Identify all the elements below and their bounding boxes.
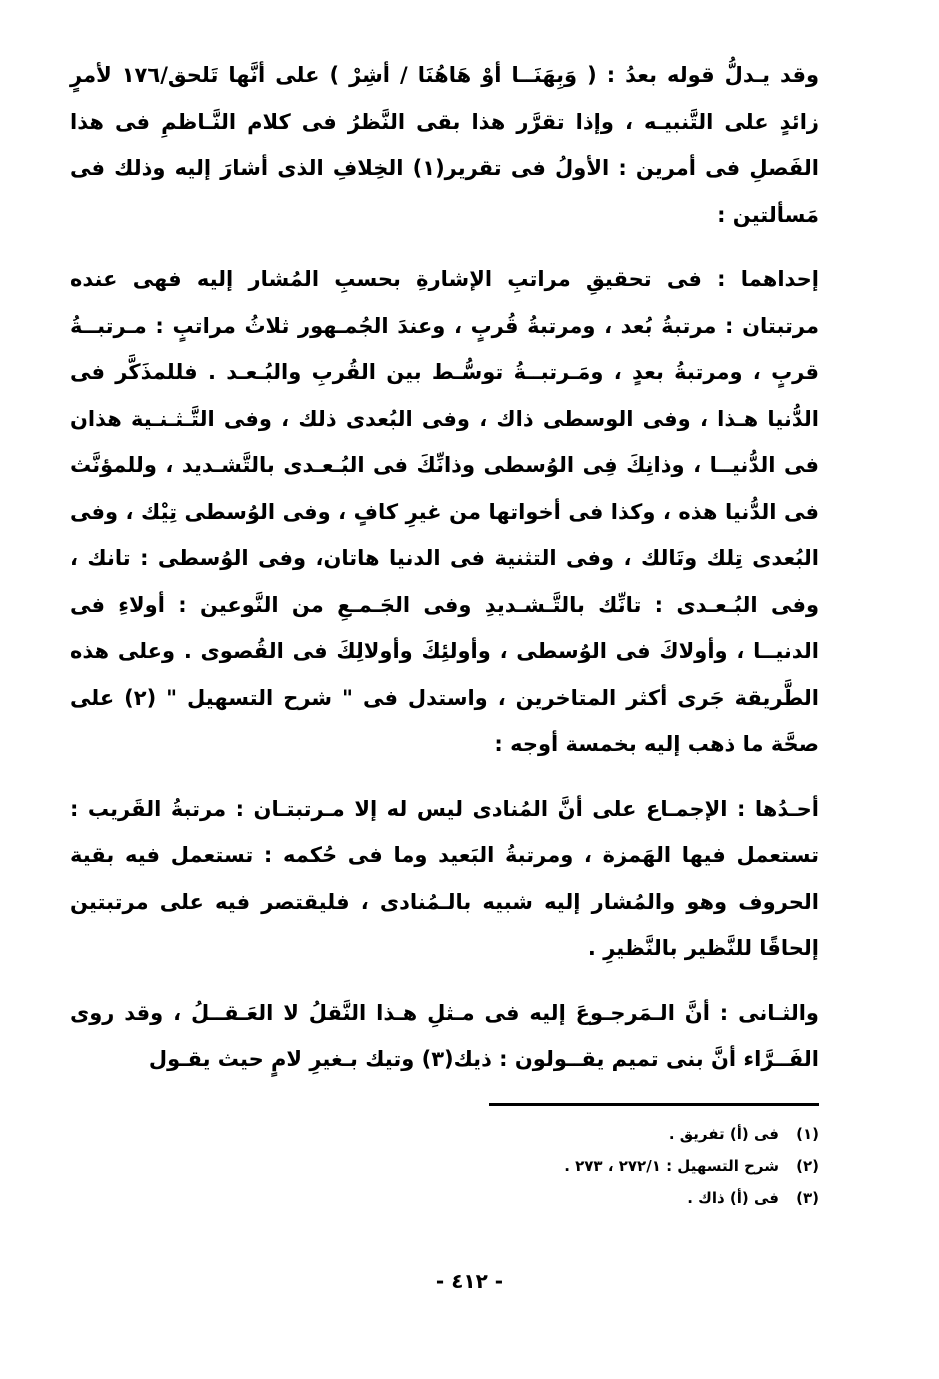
footnote-item [399,1150,819,1182]
footnote-item [399,1118,819,1150]
paragraph-gap [70,768,819,786]
paragraph-4: والثـانى : أنَّ الـمَرجـوعَ إليه فى مـثلِ هـذا النَّقلُ لا العَـقــلُ ، وقد روى الفَــرَّاء أنَّ بنى تميم يقــولون : ذيك(٣) وتيك بـغيرِ لامٍ حيث يقـول [70,1000,819,1071]
footnote-number: (٢) [796,1157,819,1175]
footnote-divider [489,1103,819,1106]
paragraph-gap [70,238,819,256]
footnote-text: شرح التسهيل : ٢٧٢/١ ، ٢٧٣ . [564,1157,779,1175]
paragraph-2: إحداهما : فى تحقيقِ مراتبِ الإشارةِ بحسبِ المُشار إليه فهى عنده مرتبتان : مرتبةُ بُعد ، ومرتبةُ قُربٍ ، وعندَ الجُمـهور ثلاثُ مراتبٍ : مـرتبــةُ قربٍ ، ومرتبةُ بعدٍ ، ومَـرتبــةُ توسُّـط بين القُربِ والبُـعـد . فللمذَكَّر فى الدُّنيا هـذا ، وفى الوسطى ذاك ، وفى البُعدى ذلك ، وفى التَّـثـنـية هذان فى الدُّنيــا ، وذانِكَ فِى الوُسطى وذانِّكَ فى البُـعـدى بالتَّشـديد ، وللمؤنَّث فى الدُّنيا هذه ، وكذا فى أخواتها من غيرِ كافٍ ، وفى الوُسطى تِيْك ، وفى البُعدى تِلك وتَالك ، وفى التثنية فى الدنيا هاتان، وفى الوُسطى : تانك ، وفى البُـعـدى : تانِّك بالتَّـشـديدِ وفى الجَـمـعِ من النَّوعين : أولاءِ فى الدنيــا ، وأولاكَ فى الوُسطى ، وأولئِكَ وأولالِكَ فى القُصوى . وعلى هذه الطَّريقة جَرى أكثر المتاخرين ، واستدل فى " شرح التسهيل " (٢) على صحَّة ما ذهب إليه بخمسة أوجه : [70,267,819,756]
footnote-number: (١) [796,1125,819,1143]
footnotes [399,1118,819,1214]
footnote-number: (٣) [796,1189,819,1207]
paragraph-gap [70,972,819,990]
footnote-text: فى (أ) ذاك . [687,1189,779,1207]
footnote-text: فى (أ) تفريق . [668,1125,779,1143]
footnote-item [399,1182,819,1214]
page-number: - ٤١٢ - [435,1269,504,1293]
paragraph-3: أحـدُها : الإجمـاع على أنَّ المُنادى ليس له إلا مـرتبتـان : مرتبةُ القَريب : تستعمل فيها الهَمزة ، ومرتبةُ البَعيد وما فى حُكمه : تستعمل فيه بقية الحروف وهو والمُشار إليه شبيه بالـمُنادى ، فليقتصر فيه على مرتبتين إلحاقًا للنَّظير بالنَّظيرِ . [70,796,819,960]
paragraph-1: وقد يـدلُّ قوله بعدُ : ( وَبِهَنَــا أوْ هَاهُنَا / أشِرْ ) على أنَّها تَلحق/١٧٦ لأمرٍ زائدٍ على التَّنبيـه ، وإذا تقرَّر هذا بقى النَّظرُ فى كلام النَّـاظمِ فى هذا الفَصلِ فى أمرين : الأولُ فى تقرير(١) الخِلافِ الذى أشارَ إليه وذلك فى مَسألتين : [70,63,819,227]
